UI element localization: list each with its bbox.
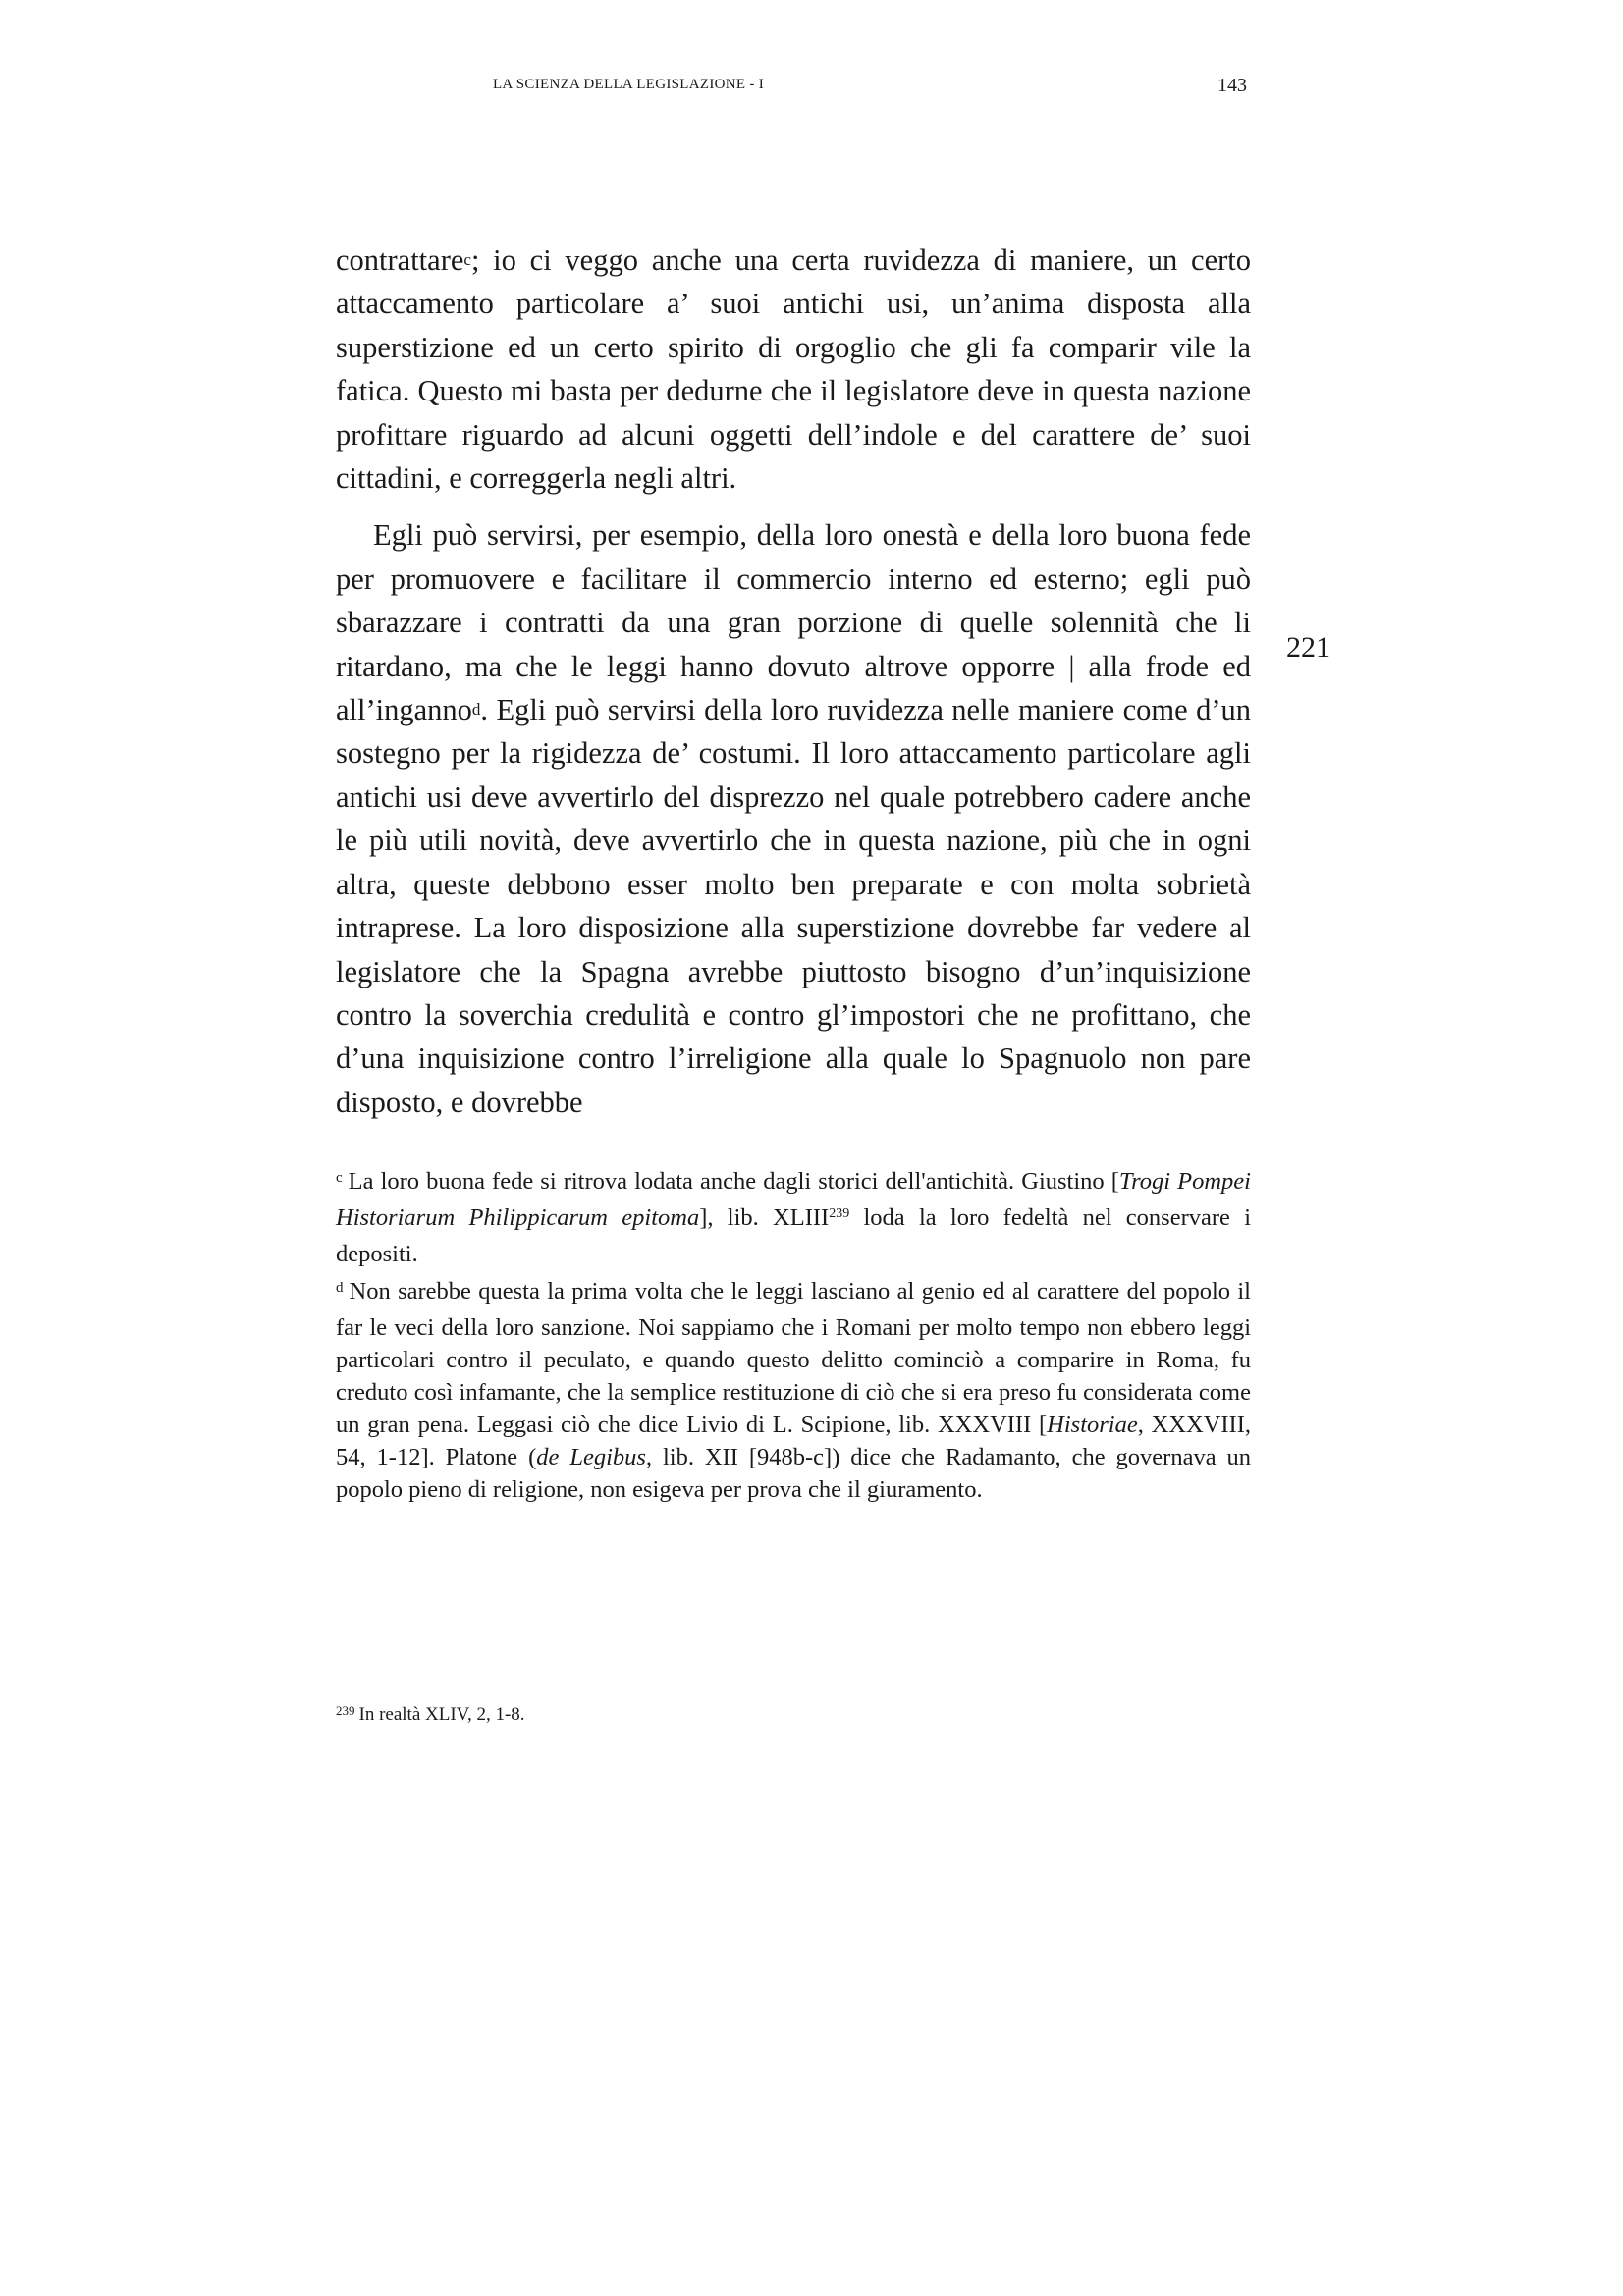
paragraph-2-start: Egli può servirsi, per esempio, della loro onestà e della loro buona fede per promuovere e facilitare il commercio interno ed esterno; egli può sbarazzare i contratti da una gran porzione di quelle solennità che li ritardano, ma che le leggi hanno dovuto altrove opporre | alla frode ed all’inganno (336, 518, 1251, 727)
running-title: LA SCIENZA DELLA LEGISLAZIONE - I (492, 77, 765, 92)
footnote-d (336, 1275, 1251, 1506)
footnote-c-text: La loro buona fede si ritrova lodata anche dagli storici dell'antichità. Giustino [ (348, 1168, 1119, 1195)
editor-note (336, 1702, 1251, 1729)
running-head (334, 77, 1247, 106)
paragraph-2 (336, 513, 1251, 1124)
editor-note-ref: 239 (829, 1206, 850, 1221)
footnote-ref-c: c (463, 250, 471, 269)
editor-note-marker: 239 (336, 1703, 355, 1718)
paragraph-1 (336, 239, 1251, 500)
paragraph-2-rest: . Egli può servirsi della loro ruvidezza nelle maniere come d’un sostegno per la rigidezza de’ costumi. Il loro attaccamento particolare agli antichi usi deve avvertirlo del disprezzo nel quale potrebbero cadere anche le più utili novità, deve avvertirlo che in questa nazione, più che in ogni altra, queste debbono esser molto ben preparate e con molta sobrietà intraprese. La loro disposizione alla superstizione dovrebbe far vedere al legislatore che la Spagna avrebbe piuttosto bisogno d’un’inquisizione contro la soverchia credulità e contro gl’impostori che ne profittano, che d’una inquisizione contro l’irreligione alla quale lo Spagnuolo non pare disposto, e dovrebbe (336, 693, 1251, 1119)
footnote-d-text: lib. XII [948b-c]) dice che Radamanto, che governava un popolo pieno di religione, non esigeva per prova che il giuramento. (336, 1444, 1252, 1503)
main-text (336, 239, 1251, 1124)
footnote-c-text: ], lib. XLIII (699, 1204, 830, 1231)
margin-page-reference: 221 (1286, 631, 1330, 664)
footnote-c-title: Trogi Pompei Historiarum Philippicarum epitoma (336, 1168, 1251, 1231)
footnote-d-text: , XXXVIII, 54, 1-12]. Platone ( (336, 1412, 1252, 1470)
footnote-ref-d: d (471, 700, 481, 720)
paragraph-1-start: contrattare (336, 243, 464, 277)
page-number: 143 (1217, 75, 1247, 96)
paragraph-1-rest: ; io ci veggo anche una certa ruvidezza di maniere, un certo attaccamento particolare a’ suoi antichi usi, un’anima disposta alla superstizione ed un certo spirito di orgoglio che gli fa comparir vile la fatica. Questo mi basta per dedurne che il legislatore deve in questa nazione profittare riguardo ad alcuni oggetti dell’indole e del carattere de’ suoi cittadini, e correggerla negli altri. (336, 243, 1251, 496)
footnotes (336, 1165, 1251, 1506)
footnote-c (336, 1165, 1251, 1270)
footnote-d-title: de Legibus, (536, 1444, 653, 1470)
footnote-d-marker: d (336, 1280, 344, 1296)
footnote-c-marker: c (336, 1170, 343, 1186)
footnote-d-text: Non sarebbe questa la prima volta che le leggi lasciano al genio ed al carattere del popolo il far le veci della loro sanzione. Noi sappiamo che i Romani per molto tempo non ebbero leggi particolari contro il peculato, e quando questo delitto cominciò a comparire in Roma, fu creduto così infamante, che la semplice restituzione di ciò che si era preso fu considerata come un gran pena. Leggasi ciò che dice Livio di L. Scipione, lib. XXXVIII [ (336, 1278, 1251, 1438)
footnote-d-title: Historiae (1047, 1412, 1138, 1438)
footnote-c-text: loda la loro fedeltà nel conservare i depositi. (336, 1204, 1252, 1267)
editor-note-text: In realtà XLIV, 2, 1-8. (358, 1704, 525, 1725)
